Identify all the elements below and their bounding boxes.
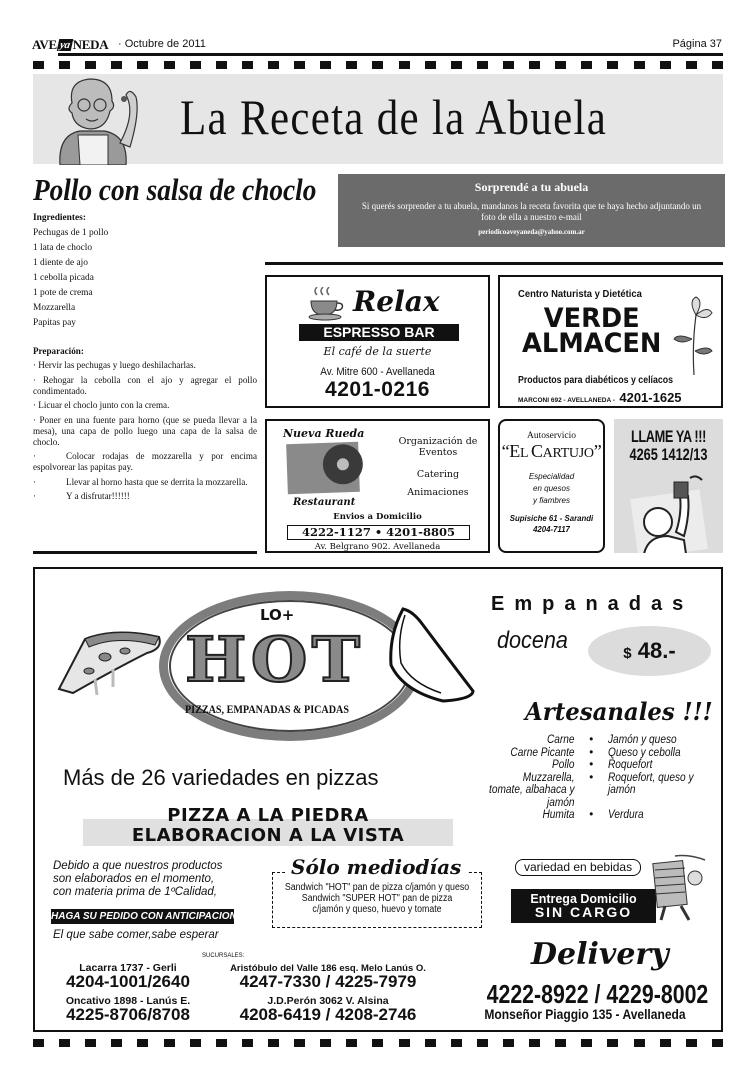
flavor-row bbox=[475, 747, 715, 760]
border-dash bbox=[59, 1039, 70, 1047]
border-dash bbox=[607, 1039, 618, 1047]
header-rule bbox=[58, 53, 723, 56]
border-dash bbox=[346, 61, 357, 69]
border-dash bbox=[607, 61, 618, 69]
midday-line: c/jamón y queso, huevo y tomate bbox=[312, 904, 442, 915]
artesanales-title: Artesanales !!! bbox=[525, 697, 713, 726]
verde-name-line1: VERDE bbox=[543, 303, 640, 334]
rueda-address: Av. Belgrano 902. Avellaneda bbox=[314, 542, 441, 552]
verde-name-line2: ALMACEN bbox=[522, 328, 662, 359]
specialty-line: en quesos bbox=[533, 484, 570, 493]
border-dash bbox=[59, 61, 70, 69]
verde-address: MARCONI 692 - AVELLANEDA - bbox=[518, 397, 615, 404]
border-dash bbox=[216, 1039, 227, 1047]
preparation-step-item bbox=[33, 477, 257, 488]
top-dash-border bbox=[33, 61, 723, 71]
preparation-step: Llevar al horno hasta que se derrita la mozzarella. bbox=[66, 476, 248, 487]
branch bbox=[213, 996, 443, 1023]
cartujo-initial: C bbox=[530, 441, 543, 461]
border-dash bbox=[425, 1039, 436, 1047]
issue-date: · Octubre de 2011 bbox=[118, 38, 206, 50]
flavors-list bbox=[475, 734, 715, 822]
flower-icon bbox=[670, 295, 716, 375]
flavor-left: Humita bbox=[542, 809, 575, 821]
hot-logo-subtitle: PIZZAS, EMPANADAS & PICADAS bbox=[185, 704, 349, 716]
border-dash bbox=[529, 61, 540, 69]
border-dash bbox=[164, 1039, 175, 1047]
border-dash bbox=[399, 1039, 410, 1047]
preparation-heading: Preparación: bbox=[33, 346, 84, 356]
branch-address: Aristóbulo del Valle 186 esq. Melo Lanús O. bbox=[230, 963, 426, 974]
ingredient-item: Mozzarella bbox=[33, 303, 76, 313]
quality-line: son elaborados en el momento, bbox=[53, 873, 215, 885]
border-dash bbox=[712, 1039, 723, 1047]
flavor-left: Carne bbox=[546, 734, 575, 746]
piedra-line: ELABORACION A LA VISTA bbox=[131, 825, 405, 846]
border-dash bbox=[477, 61, 488, 69]
quality-note bbox=[53, 860, 222, 899]
border-dash bbox=[660, 61, 671, 69]
pizza-varieties: Más de 26 variedades en pizzas bbox=[63, 765, 379, 790]
flavor-right: Roquefort, queso y jamón bbox=[607, 771, 694, 796]
branches-label: SUCURSALES: bbox=[202, 953, 245, 959]
cartujo-part: L bbox=[520, 446, 531, 461]
specialty-line: y fiambres bbox=[533, 496, 570, 505]
border-dash bbox=[111, 61, 122, 69]
logo-left: AVE bbox=[32, 37, 57, 52]
flavor-left: Muzzarella, tomate, albahaca y jamón bbox=[489, 771, 575, 809]
ad-lo-mas-hot bbox=[33, 567, 723, 1032]
ingredient-item: 1 pote de crema bbox=[33, 288, 93, 298]
relax-phone: 4201-0216 bbox=[325, 378, 430, 401]
slogan: El que sabe comer,sabe esperar bbox=[53, 929, 219, 941]
flavor-bullet: • bbox=[589, 759, 594, 771]
ingredient-item: 1 lata de choclo bbox=[33, 243, 93, 253]
bottom-dash-border bbox=[33, 1039, 723, 1049]
banner-title: La Receta de la Abuela bbox=[180, 89, 608, 145]
page-number: Página 37 bbox=[672, 38, 722, 50]
border-dash bbox=[137, 61, 148, 69]
border-dash bbox=[555, 61, 566, 69]
delivery-phones: 4222-8922 / 4229-8002 bbox=[486, 979, 709, 1009]
border-dash bbox=[477, 1039, 488, 1047]
cartujo-phone: 4204-7117 bbox=[533, 524, 570, 534]
drinks-badge: variedad en bebidas bbox=[515, 859, 641, 876]
verde-products: Productos para diabéticos y celíacos bbox=[518, 375, 674, 386]
border-dash bbox=[712, 61, 723, 69]
relax-address: Av. Mitre 600 - Avellaneda bbox=[320, 366, 435, 378]
branch-address: Oncativo 1898 - Lanús E. bbox=[65, 995, 191, 1007]
ingredients-list bbox=[33, 211, 257, 331]
cartujo-initial: E bbox=[509, 441, 520, 461]
order-ahead-banner: HAGA SU PEDIDO CON ANTICIPACION bbox=[51, 911, 237, 922]
piedra-line: PIZZA A LA PIEDRA bbox=[167, 805, 369, 826]
empanadas-title: Empanadas bbox=[491, 593, 694, 615]
branch-phones: 4247-7330 / 4225-7979 bbox=[239, 972, 417, 991]
verde-name bbox=[522, 303, 662, 359]
rueda-service: Catering bbox=[416, 469, 460, 480]
branch bbox=[53, 963, 203, 990]
preparation-step: Y a disfrutar!!!!!! bbox=[66, 491, 130, 501]
border-dash bbox=[320, 1039, 331, 1047]
border-dash bbox=[268, 61, 279, 69]
hot-logo-word: HOT bbox=[185, 623, 365, 696]
verde-contact bbox=[518, 389, 682, 407]
border-dash bbox=[216, 61, 227, 69]
relax-bar-label: ESPRESSO BAR bbox=[299, 324, 459, 341]
ad-nueva-rueda bbox=[265, 419, 490, 553]
border-dash bbox=[268, 1039, 279, 1047]
ad-llame-ya bbox=[614, 419, 723, 553]
branch bbox=[213, 963, 443, 990]
ad-relax-espresso-bar bbox=[265, 275, 490, 408]
border-dash bbox=[660, 1039, 671, 1047]
branch-phones: 4204-1001/2640 bbox=[66, 972, 190, 991]
empanadas-price-badge bbox=[588, 626, 711, 676]
ingredients-heading: Ingredientes: bbox=[33, 213, 86, 223]
branch-address: J.D.Perón 3062 V. Alsina bbox=[267, 995, 389, 1007]
empanada-icon bbox=[383, 605, 478, 705]
border-dash bbox=[372, 1039, 383, 1047]
border-dash bbox=[555, 1039, 566, 1047]
rueda-name: Nueva Rueda bbox=[283, 427, 365, 440]
border-dash bbox=[242, 61, 253, 69]
price-currency: $ bbox=[623, 645, 632, 662]
rueda-service: Organización de Eventos bbox=[398, 436, 478, 458]
logo-ya: ya bbox=[58, 39, 71, 51]
promo-body: Si querés sorprender a tu abuela, mandanos la receta favorita que te haya hecho adjuntando un foto de ella a nuestro e-mail bbox=[361, 201, 702, 222]
border-dash bbox=[399, 61, 410, 69]
delivery-address: Monseñor Piaggio 135 - Avellaneda bbox=[484, 1006, 686, 1022]
column-rule bbox=[265, 262, 723, 265]
preparation-step-item bbox=[33, 451, 257, 473]
preparation-step: · Poner en una fuente para horno (que se pueda llevar a la mesa), una capa de pollo luego una capa de la salsa de choclo. bbox=[33, 414, 257, 447]
branch bbox=[53, 996, 203, 1023]
border-dash bbox=[634, 61, 645, 69]
rueda-delivery: Envios a Domicilio bbox=[333, 512, 422, 522]
verde-tagline: Centro Naturista y Dietética bbox=[518, 288, 642, 300]
border-dash bbox=[451, 61, 462, 69]
relax-name: Relax bbox=[353, 285, 440, 318]
cartujo-contact bbox=[504, 513, 599, 535]
step-bullet: · bbox=[33, 451, 37, 461]
flavor-row bbox=[475, 809, 715, 822]
midday-title: Sólo mediodías bbox=[285, 855, 467, 879]
border-dash bbox=[581, 1039, 592, 1047]
border-dash bbox=[686, 61, 697, 69]
ad-el-cartujo bbox=[498, 419, 605, 553]
delivery-man-icon bbox=[645, 854, 715, 924]
ingredient-item: Pechugas de 1 pollo bbox=[33, 228, 109, 238]
grandmother-illustration-icon bbox=[50, 73, 145, 165]
ingredient-item: Papitas pay bbox=[33, 318, 76, 328]
logo-right: NEDA bbox=[72, 37, 109, 52]
quote-close: ” bbox=[593, 441, 602, 461]
border-dash bbox=[529, 1039, 540, 1047]
ingredient-item: 1 cebolla picada bbox=[33, 273, 94, 283]
flavor-right: Roquefort bbox=[607, 759, 653, 771]
rueda-subtitle: Restaurant bbox=[293, 497, 356, 508]
border-dash bbox=[33, 61, 44, 69]
preparation-steps bbox=[33, 346, 257, 506]
preparation-step-item bbox=[33, 491, 257, 502]
border-dash bbox=[686, 1039, 697, 1047]
price-value: 48.- bbox=[637, 638, 676, 663]
empanadas-unit: docena bbox=[497, 627, 568, 654]
pizza-slice-icon bbox=[55, 609, 165, 699]
midday-line: Sandwich "HOT" pan de pizza c/jamón y queso bbox=[284, 882, 470, 893]
border-dash bbox=[111, 1039, 122, 1047]
column-rule bbox=[33, 551, 257, 554]
free-delivery-line: SIN CARGO bbox=[534, 904, 633, 920]
border-dash bbox=[425, 61, 436, 69]
branch-phones: 4225-8706/8708 bbox=[66, 1005, 190, 1024]
border-dash bbox=[451, 1039, 462, 1047]
flavor-right: Queso y cebolla bbox=[607, 746, 681, 759]
flavor-bullet: • bbox=[589, 771, 594, 784]
border-dash bbox=[164, 61, 175, 69]
llame-title: LLAME YA !!! bbox=[630, 427, 707, 446]
step-bullet: · bbox=[33, 476, 37, 487]
cartujo-pretitle: Autoservicio bbox=[526, 431, 577, 441]
preparation-step: Colocar rodajas de mozzarella y por encima espolvorear las papitas pay. bbox=[33, 451, 257, 472]
border-dash bbox=[634, 1039, 645, 1047]
newspaper-logo bbox=[32, 37, 108, 53]
branch-phones: 4208-6419 / 4208-2746 bbox=[239, 1005, 417, 1024]
midday-menu bbox=[285, 882, 470, 915]
flavor-right: Verdura bbox=[607, 809, 644, 821]
flavor-right: Jamón y queso bbox=[607, 734, 677, 746]
quality-line: con materia prima de 1ºCalidad, bbox=[53, 886, 218, 898]
border-dash bbox=[320, 61, 331, 69]
flavor-left: Carne Picante bbox=[510, 746, 575, 759]
border-dash bbox=[242, 1039, 253, 1047]
flavor-row bbox=[475, 759, 715, 772]
flavor-bullet: • bbox=[589, 809, 594, 821]
rueda-service: Animaciones bbox=[407, 487, 469, 498]
midday-line: Sandwich "SUPER HOT" pan de pizza bbox=[301, 893, 453, 904]
verde-phone: 4201-1625 bbox=[619, 390, 682, 405]
flavor-row bbox=[475, 772, 715, 810]
promo-box bbox=[338, 174, 725, 247]
llame-phone: 4265 1412/13 bbox=[629, 445, 708, 464]
free-delivery-line: Entrega Domicilio bbox=[530, 892, 637, 906]
border-dash bbox=[503, 1039, 514, 1047]
branch-address: Lacarra 1737 - Gerli bbox=[79, 962, 177, 974]
quality-line: Debido a que nuestros productos bbox=[53, 860, 223, 872]
person-calling-illustration-icon bbox=[624, 474, 714, 553]
delivery-title: Delivery bbox=[531, 937, 669, 972]
free-delivery-banner bbox=[511, 889, 656, 923]
promo-email-link[interactable]: periodicoaveyaneda@yahoo.com.ar bbox=[478, 228, 585, 236]
ad-verde-almacen bbox=[498, 275, 723, 408]
flavor-bullet: • bbox=[589, 746, 594, 759]
border-dash bbox=[190, 1039, 201, 1047]
piedra-text bbox=[83, 806, 453, 846]
flavor-bullet: • bbox=[589, 734, 594, 746]
hot-logo-prefix: LO+ bbox=[260, 606, 295, 624]
border-dash bbox=[581, 61, 592, 69]
cartujo-specialty bbox=[500, 471, 603, 507]
preparation-step: · Rehogar la cebolla con el ajo y agregar el pollo condimentado. bbox=[33, 374, 257, 396]
border-dash bbox=[85, 1039, 96, 1047]
coffee-cup-icon bbox=[307, 287, 345, 321]
ingredient-item: 1 diente de ajo bbox=[33, 258, 88, 268]
border-dash bbox=[294, 61, 305, 69]
relax-slogan: El café de la suerte bbox=[323, 345, 432, 358]
recipe-title: Pollo con salsa de choclo bbox=[33, 172, 317, 207]
cartujo-address: Supisiche 61 - Sarandi bbox=[509, 513, 594, 523]
border-dash bbox=[346, 1039, 357, 1047]
step-bullet: · bbox=[33, 491, 37, 501]
flavor-row bbox=[475, 734, 715, 747]
border-dash bbox=[294, 1039, 305, 1047]
cartujo-part: ARTUJO bbox=[542, 446, 594, 461]
rueda-phones: 4222-1127 • 4201-8805 bbox=[287, 525, 470, 540]
promo-title: Sorprendé a tu abuela bbox=[474, 180, 589, 194]
border-dash bbox=[137, 1039, 148, 1047]
cartujo-name bbox=[500, 441, 603, 462]
rueda-logo-icon bbox=[286, 442, 360, 494]
preparation-step: · Licuar el choclo junto con la crema. bbox=[33, 400, 170, 410]
preparation-step: · Hervir las pechugas y luego deshilacharlas. bbox=[33, 360, 196, 370]
border-dash bbox=[372, 61, 383, 69]
flavor-left: Pollo bbox=[552, 759, 575, 771]
border-dash bbox=[85, 61, 96, 69]
border-dash bbox=[503, 61, 514, 69]
quote-open: “ bbox=[501, 441, 510, 461]
specialty-line: Especialidad bbox=[528, 472, 575, 481]
border-dash bbox=[190, 61, 201, 69]
border-dash bbox=[33, 1039, 44, 1047]
